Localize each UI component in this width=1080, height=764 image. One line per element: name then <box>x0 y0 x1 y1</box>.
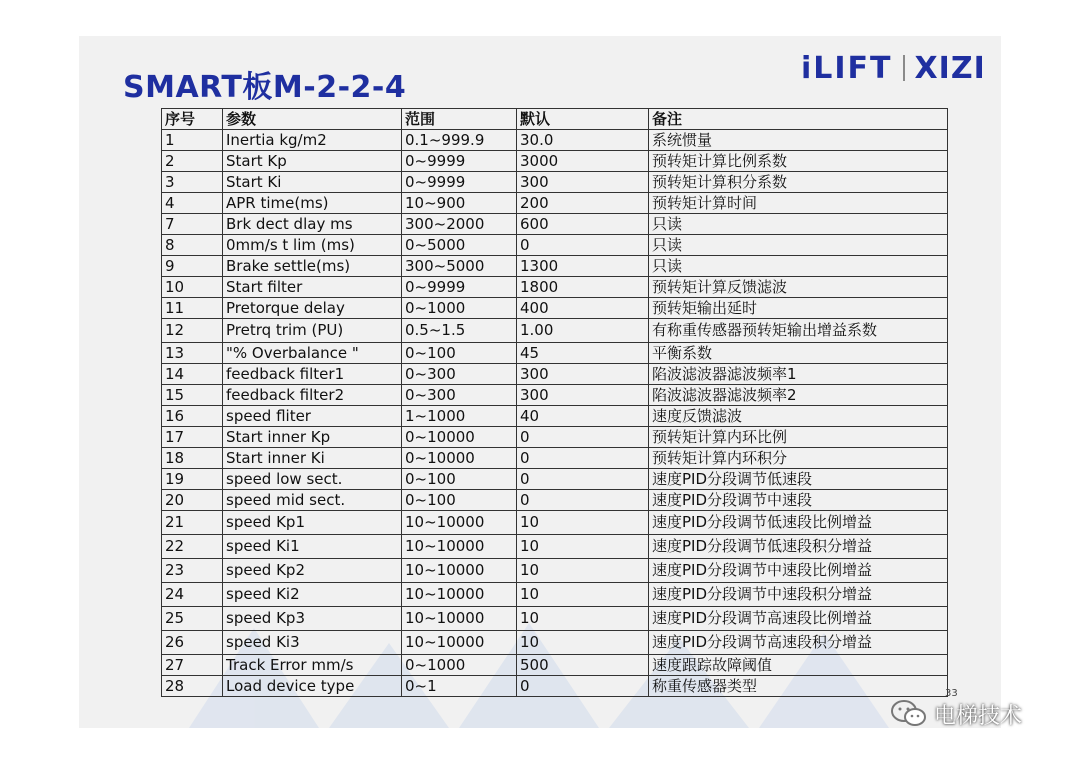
header-parameter: 参数 <box>223 109 402 130</box>
cell-index: 12 <box>162 319 223 343</box>
table-row <box>162 256 948 277</box>
cell-index: 21 <box>162 511 223 535</box>
cell-index: 26 <box>162 631 223 655</box>
cell-index: 11 <box>162 298 223 319</box>
wechat-icon <box>890 699 928 729</box>
cell-parameter: feedback filter2 <box>223 385 402 406</box>
table-row <box>162 385 948 406</box>
cell-parameter: Brk dect dlay ms <box>223 214 402 235</box>
cell-remark: 只读 <box>649 256 948 277</box>
cell-parameter: speed Kp3 <box>223 607 402 631</box>
table-row <box>162 172 948 193</box>
cell-range: 0~9999 <box>402 172 517 193</box>
cell-range: 300~2000 <box>402 214 517 235</box>
table-row <box>162 277 948 298</box>
cell-range: 0~1 <box>402 676 517 697</box>
table-row <box>162 448 948 469</box>
cell-remark: 称重传感器类型 <box>649 676 948 697</box>
cell-default: 300 <box>517 364 649 385</box>
cell-index: 9 <box>162 256 223 277</box>
cell-default: 1300 <box>517 256 649 277</box>
cell-parameter: speed Ki2 <box>223 583 402 607</box>
logo-xizi: XIZI <box>914 50 986 86</box>
cell-default: 40 <box>517 406 649 427</box>
cell-default: 0 <box>517 235 649 256</box>
table-body <box>162 130 948 697</box>
cell-index: 28 <box>162 676 223 697</box>
cell-default: 10 <box>517 583 649 607</box>
cell-remark: 速度PID分段调节中速段比例增益 <box>649 559 948 583</box>
wechat-watermark <box>890 696 1022 732</box>
table-row <box>162 655 948 676</box>
table-row <box>162 607 948 631</box>
cell-remark: 只读 <box>649 214 948 235</box>
cell-parameter: "% Overbalance " <box>223 343 402 364</box>
cell-range: 300~5000 <box>402 256 517 277</box>
cell-range: 0~100 <box>402 490 517 511</box>
brand-logo <box>801 50 986 86</box>
cell-remark: 速度PID分段调节低速段 <box>649 469 948 490</box>
table-row <box>162 511 948 535</box>
slide-title: SMART板M-2-2-4 <box>123 70 407 105</box>
logo-ilift: iLIFT <box>801 50 893 86</box>
cell-default: 10 <box>517 511 649 535</box>
cell-index: 15 <box>162 385 223 406</box>
table-row <box>162 631 948 655</box>
table-row <box>162 490 948 511</box>
cell-default: 600 <box>517 214 649 235</box>
cell-remark: 速度PID分段调节低速段比例增益 <box>649 511 948 535</box>
cell-remark: 预转矩计算反馈滤波 <box>649 277 948 298</box>
cell-remark: 预转矩计算积分系数 <box>649 172 948 193</box>
cell-remark: 陷波滤波器滤波频率2 <box>649 385 948 406</box>
table-row <box>162 676 948 697</box>
cell-range: 10~10000 <box>402 631 517 655</box>
table-row <box>162 214 948 235</box>
cell-index: 14 <box>162 364 223 385</box>
cell-default: 200 <box>517 193 649 214</box>
cell-default: 10 <box>517 559 649 583</box>
cell-index: 4 <box>162 193 223 214</box>
cell-index: 10 <box>162 277 223 298</box>
cell-parameter: speed fliter <box>223 406 402 427</box>
cell-parameter: Start Ki <box>223 172 402 193</box>
cell-index: 25 <box>162 607 223 631</box>
cell-range: 0~1000 <box>402 655 517 676</box>
cell-remark: 速度PID分段调节低速段积分增益 <box>649 535 948 559</box>
cell-index: 3 <box>162 172 223 193</box>
cell-parameter: Track Error mm/s <box>223 655 402 676</box>
cell-remark: 预转矩计算比例系数 <box>649 151 948 172</box>
cell-remark: 速度PID分段调节高速段积分增益 <box>649 631 948 655</box>
cell-index: 16 <box>162 406 223 427</box>
table-row <box>162 535 948 559</box>
cell-index: 23 <box>162 559 223 583</box>
cell-index: 20 <box>162 490 223 511</box>
cell-remark: 预转矩输出延时 <box>649 298 948 319</box>
cell-range: 0~10000 <box>402 448 517 469</box>
header-index: 序号 <box>162 109 223 130</box>
table-row <box>162 427 948 448</box>
header-range: 范围 <box>402 109 517 130</box>
table-row <box>162 193 948 214</box>
cell-remark: 系统惯量 <box>649 130 948 151</box>
cell-parameter: speed Ki1 <box>223 535 402 559</box>
cell-range: 0~9999 <box>402 151 517 172</box>
cell-range: 0~10000 <box>402 427 517 448</box>
cell-parameter: Brake settle(ms) <box>223 256 402 277</box>
cell-default: 0 <box>517 469 649 490</box>
page-number: 33 <box>945 688 958 699</box>
cell-remark: 只读 <box>649 235 948 256</box>
table-row <box>162 298 948 319</box>
cell-remark: 速度PID分段调节中速段积分增益 <box>649 583 948 607</box>
cell-default: 1.00 <box>517 319 649 343</box>
cell-index: 17 <box>162 427 223 448</box>
cell-index: 2 <box>162 151 223 172</box>
cell-index: 22 <box>162 535 223 559</box>
cell-parameter: Load device type <box>223 676 402 697</box>
table-row <box>162 343 948 364</box>
cell-index: 19 <box>162 469 223 490</box>
table-row <box>162 469 948 490</box>
cell-default: 30.0 <box>517 130 649 151</box>
cell-parameter: APR time(ms) <box>223 193 402 214</box>
cell-range: 0~100 <box>402 343 517 364</box>
header-remark: 备注 <box>649 109 948 130</box>
cell-remark: 预转矩计算时间 <box>649 193 948 214</box>
cell-remark: 速度反馈滤波 <box>649 406 948 427</box>
cell-default: 0 <box>517 676 649 697</box>
cell-remark: 速度PID分段调节中速段 <box>649 490 948 511</box>
cell-range: 10~10000 <box>402 607 517 631</box>
cell-range: 0~300 <box>402 364 517 385</box>
cell-range: 1~1000 <box>402 406 517 427</box>
cell-default: 10 <box>517 607 649 631</box>
cell-remark: 预转矩计算内环积分 <box>649 448 948 469</box>
table-row <box>162 151 948 172</box>
cell-parameter: Start filter <box>223 277 402 298</box>
cell-range: 10~900 <box>402 193 517 214</box>
cell-parameter: Start inner Kp <box>223 427 402 448</box>
table-row <box>162 364 948 385</box>
cell-range: 0~300 <box>402 385 517 406</box>
cell-remark: 平衡系数 <box>649 343 948 364</box>
cell-index: 18 <box>162 448 223 469</box>
cell-range: 0.5~1.5 <box>402 319 517 343</box>
logo-separator <box>903 55 905 81</box>
cell-default: 1800 <box>517 277 649 298</box>
cell-range: 0~100 <box>402 469 517 490</box>
table-row <box>162 319 948 343</box>
cell-remark: 陷波滤波器滤波频率1 <box>649 364 948 385</box>
cell-index: 7 <box>162 214 223 235</box>
table-row <box>162 559 948 583</box>
cell-index: 1 <box>162 130 223 151</box>
cell-remark: 有称重传感器预转矩输出增益系数 <box>649 319 948 343</box>
cell-default: 300 <box>517 172 649 193</box>
cell-default: 10 <box>517 631 649 655</box>
cell-parameter: 0mm/s t lim (ms) <box>223 235 402 256</box>
cell-parameter: feedback filter1 <box>223 364 402 385</box>
cell-remark: 速度跟踪故障阈值 <box>649 655 948 676</box>
slide <box>79 36 1001 728</box>
cell-parameter: Pretrq trim (PU) <box>223 319 402 343</box>
table-header-row <box>162 109 948 130</box>
cell-parameter: speed mid sect. <box>223 490 402 511</box>
cell-parameter: Start Kp <box>223 151 402 172</box>
table-row <box>162 583 948 607</box>
cell-range: 0.1~999.9 <box>402 130 517 151</box>
cell-parameter: speed Kp1 <box>223 511 402 535</box>
parameter-table <box>161 108 948 697</box>
cell-range: 0~9999 <box>402 277 517 298</box>
cell-remark: 速度PID分段调节高速段比例增益 <box>649 607 948 631</box>
cell-parameter: Inertia kg/m2 <box>223 130 402 151</box>
cell-default: 3000 <box>517 151 649 172</box>
table-row <box>162 235 948 256</box>
cell-range: 0~5000 <box>402 235 517 256</box>
cell-default: 500 <box>517 655 649 676</box>
cell-parameter: Pretorque delay <box>223 298 402 319</box>
cell-default: 0 <box>517 427 649 448</box>
cell-range: 10~10000 <box>402 583 517 607</box>
cell-index: 8 <box>162 235 223 256</box>
cell-default: 400 <box>517 298 649 319</box>
cell-parameter: Start inner Ki <box>223 448 402 469</box>
header-default: 默认 <box>517 109 649 130</box>
cell-range: 10~10000 <box>402 559 517 583</box>
cell-default: 10 <box>517 535 649 559</box>
cell-range: 10~10000 <box>402 511 517 535</box>
cell-index: 27 <box>162 655 223 676</box>
cell-remark: 预转矩计算内环比例 <box>649 427 948 448</box>
cell-range: 0~1000 <box>402 298 517 319</box>
cell-default: 45 <box>517 343 649 364</box>
table-row <box>162 406 948 427</box>
cell-index: 13 <box>162 343 223 364</box>
cell-parameter: speed Kp2 <box>223 559 402 583</box>
cell-default: 300 <box>517 385 649 406</box>
cell-index: 24 <box>162 583 223 607</box>
cell-default: 0 <box>517 490 649 511</box>
cell-parameter: speed low sect. <box>223 469 402 490</box>
cell-default: 0 <box>517 448 649 469</box>
wechat-label: 电梯技术 <box>934 703 1023 729</box>
cell-range: 10~10000 <box>402 535 517 559</box>
cell-parameter: speed Ki3 <box>223 631 402 655</box>
table-row <box>162 130 948 151</box>
